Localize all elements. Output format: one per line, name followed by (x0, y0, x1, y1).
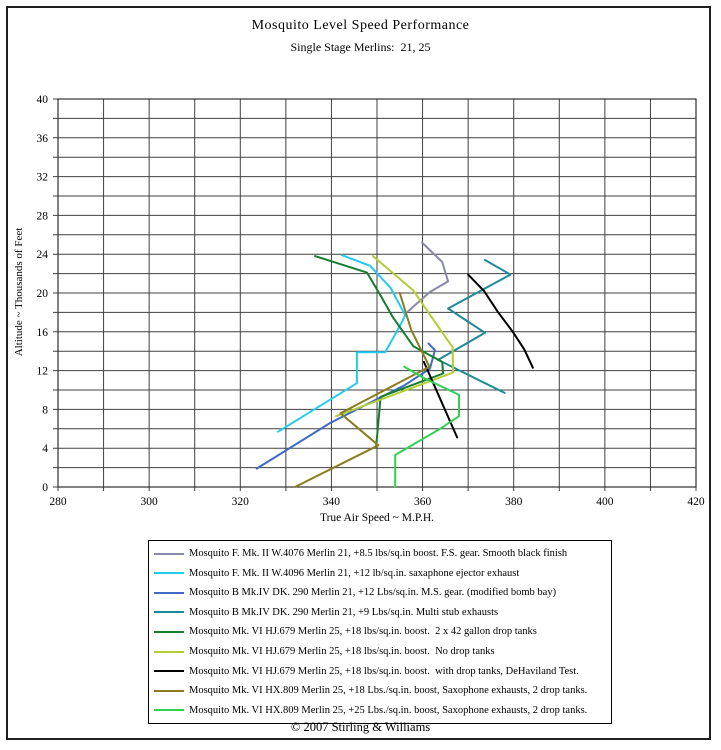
legend-label: Mosquito F. Mk. II W.4076 Merlin 21, +8.5 lbs/sq.in boost. F.S. gear. Smooth black finish (189, 548, 568, 560)
legend-swatch (154, 592, 184, 594)
y-axis-label: Altitude ~ Thousands of Feet (13, 227, 25, 357)
legend-swatch (154, 553, 184, 555)
legend-label: Mosquito Mk. VI HJ.679 Merlin 25, +18 lbs/sq.in. boost. 2 x 42 gallon drop tanks (189, 626, 537, 638)
legend-label: Mosquito Mk. VI HX.809 Merlin 25, +25 Lbs./sq.in. boost, Saxophone exhausts, 2 drop tanks. (189, 704, 588, 716)
series-line-6 (468, 275, 533, 368)
x-tick-label: 380 (505, 496, 523, 508)
legend-swatch (154, 572, 184, 574)
legend-swatch (154, 651, 184, 653)
legend-item (149, 603, 611, 621)
y-tick-label: 32 (36, 171, 48, 184)
legend-swatch (154, 631, 184, 633)
y-tick-label: 4 (42, 443, 48, 456)
x-tick-label: 320 (231, 496, 249, 508)
y-tick-label: 24 (36, 249, 48, 262)
legend-item (149, 545, 611, 563)
chart-subtitle: Single Stage Merlins: 21, 25 (290, 40, 431, 54)
x-tick-label: 340 (322, 496, 341, 508)
legend-label: Mosquito Mk. VI HX.809 Merlin 25, +18 Lbs./sq.in. boost, Saxophone exhausts, 2 drop tanks. (189, 685, 588, 697)
legend-label: Mosquito B Mk.IV DK. 290 Merlin 21, +12 Lbs/sq.in. M.S. gear. (modified bomb bay) (189, 587, 557, 599)
legend-label: Mosquito Mk. VI HJ.679 Merlin 25, +18 lbs/sq.in. boost. No drop tanks (189, 646, 495, 658)
legend-label: Mosquito Mk. VI HJ.679 Merlin 25, +18 lbs/sq.in. boost. with drop tanks, DeHaviland Test. (189, 665, 579, 677)
x-tick-label: 420 (687, 496, 705, 508)
legend-box (148, 540, 612, 724)
footer-copyright: © 2007 Stirling & Williams (290, 720, 431, 734)
x-tick-label: 280 (49, 496, 67, 508)
legend-swatch (154, 709, 184, 711)
legend-item (149, 623, 611, 641)
legend-item (149, 662, 611, 680)
series-line-0 (408, 243, 448, 312)
legend-swatch (154, 690, 184, 692)
x-axis-label: True Air Speed ~ M.P.H. (319, 512, 435, 524)
legend-item (149, 584, 611, 602)
legend-label: Mosquito F. Mk. II W.4096 Merlin 21, +12 lb/sq.in. saxaphone ejector exhaust (189, 567, 520, 579)
x-tick-label: 300 (140, 496, 158, 508)
y-tick-label: 36 (36, 132, 48, 145)
legend-item (149, 701, 611, 719)
series-line-2 (257, 343, 435, 468)
legend-swatch (154, 670, 184, 672)
y-tick-label: 8 (42, 404, 48, 417)
legend-swatch (154, 611, 184, 613)
x-tick-label: 360 (413, 496, 432, 508)
legend-item (149, 564, 611, 582)
legend-label: Mosquito B Mk.IV DK. 290 Merlin 21, +9 Lbs/sq.in. Multi stub exhausts (189, 606, 499, 618)
series-line-1 (278, 255, 405, 432)
x-tick-label: 400 (596, 496, 614, 508)
y-tick-label: 12 (36, 365, 48, 378)
y-tick-label: 0 (42, 482, 48, 494)
y-tick-label: 28 (36, 210, 48, 223)
legend-item (149, 682, 611, 700)
legend-item (149, 643, 611, 661)
y-tick-label: 40 (36, 94, 48, 106)
chart-title: Mosquito Level Speed Performance (251, 18, 470, 33)
y-tick-label: 16 (36, 326, 48, 339)
y-tick-label: 20 (36, 288, 48, 300)
